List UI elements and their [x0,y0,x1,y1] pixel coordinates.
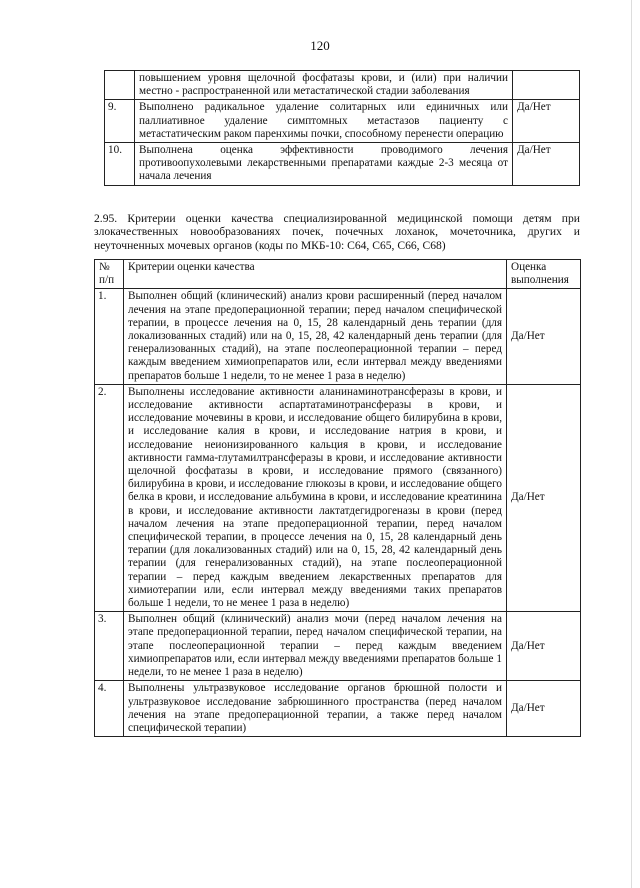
criterion-text: Выполнен общий (клинический) анализ мочи (перед началом лечения на этапе предоперационной терапии, перед началом специфической терапии, на этапе послеоперационной терапии – перед каждым введением химиопрепаратов или, если интервал между введениями препаратов больше 1 недели, то не менее 1 раза в неделю) [124,612,507,681]
table-row [105,143,580,186]
page-number: 120 [310,38,330,53]
criteria-table [94,259,581,737]
row-number [105,71,135,100]
row-number: 9. [105,100,135,143]
table-row [95,289,581,384]
assessment-cell: Да/Нет [507,384,581,611]
criterion-text: Выполнены исследование активности аланинаминотрансферазы в крови, и исследование активности аспартатаминотрансферазы в крови, и исследование мочевины в крови, и исследование общего билирубина в крови, и исследование калия в крови, и исследование натрия в крови, и исследование неионизированного кальция в крови, и исследование активности гамма-глутамилтрансферазы в крови, и исследование активности щелочной фосфатазы в крови, и исследование прямого (связанного) билирубина в крови, и исследование глюкозы в крови, и исследование общего белка в крови, и исследование альбумина в крови, и исследование креатинина в крови, и исследование активности лактатдегидрогеназы в крови (перед началом лечения на этапе предоперационной терапии, перед началом специфической терапии, в процессе лечения на 0, 15, 28 календарный день терапии (для локализованных стадий) или на 0, 15, 28, 42 календарный день терапии (для генерализованных стадий), на этапе послеоперационной терапии – перед каждым введением лекарственных препаратов для химиотерапии или, если интервал между введениями таких препаратов больше 1 недели, то не менее 1 раза в неделю) [124,384,507,611]
assessment-cell: Да/Нет [513,143,580,186]
criteria-table-continued [104,70,580,186]
assessment-cell: Да/Нет [507,289,581,384]
criterion-text: повышением уровня щелочной фосфатазы крови, и (или) при наличии местно - распространенной или метастатической стадии заболевания [135,71,513,100]
table-row [95,681,581,737]
table-row [95,384,581,611]
row-number: 1. [95,289,124,384]
criterion-text: Выполнена оценка эффективности проводимого лечения противоопухолевыми лекарственными препаратами каждые 2-3 месяца от начала лечения [135,143,513,186]
scan-edge [631,0,632,888]
table-row [105,71,580,100]
criterion-text: Выполнен общий (клинический) анализ крови расширенный (перед началом лечения на этапе предоперационной терапии; перед началом специфической терапии, в процессе лечения на 0, 15, 28 календарный день терапии (для локализованных стадий) или на 0, 15, 28, 42 календарный день терапии (для генерализованных стадий), на этапе послеоперационной терапии – перед каждым введением химиопрепаратов или, если интервал между введениями препаратов больше 1 недели, то не менее 1 раза в неделю) [124,289,507,384]
header-number: № п/п [95,260,124,289]
table-header-row [95,260,581,289]
row-number: 2. [95,384,124,611]
table-row [105,100,580,143]
header-criteria: Критерии оценки качества [124,260,507,289]
criterion-text: Выполнено радикальное удаление солитарных или единичных или паллиативное удаление симптомных метастазов пациенту с метастатическим раком паренхимы почки, способному перенести операцию [135,100,513,143]
assessment-cell [513,71,580,100]
assessment-cell: Да/Нет [513,100,580,143]
assessment-cell: Да/Нет [507,681,581,737]
criterion-text: Выполнены ультразвуковое исследование органов брюшной полости и ультразвуковое исследование забрюшинного пространства (перед началом лечения на этапе предоперационной терапии, а также перед началом специфической терапии) [124,681,507,737]
row-number: 10. [105,143,135,186]
assessment-cell: Да/Нет [507,612,581,681]
header-assessment: Оценка выполнения [507,260,581,289]
row-number: 3. [95,612,124,681]
table-row [95,612,581,681]
section-heading: 2.95. Критерии оценки качества специализированной медицинской помощи детям при злокачественных новообразованиях почек, почечных лоханок, мочеточника, других и неуточненных мочевых органов (коды по МКБ-10: C64, C65, C66, C68) [94,212,580,252]
row-number: 4. [95,681,124,737]
